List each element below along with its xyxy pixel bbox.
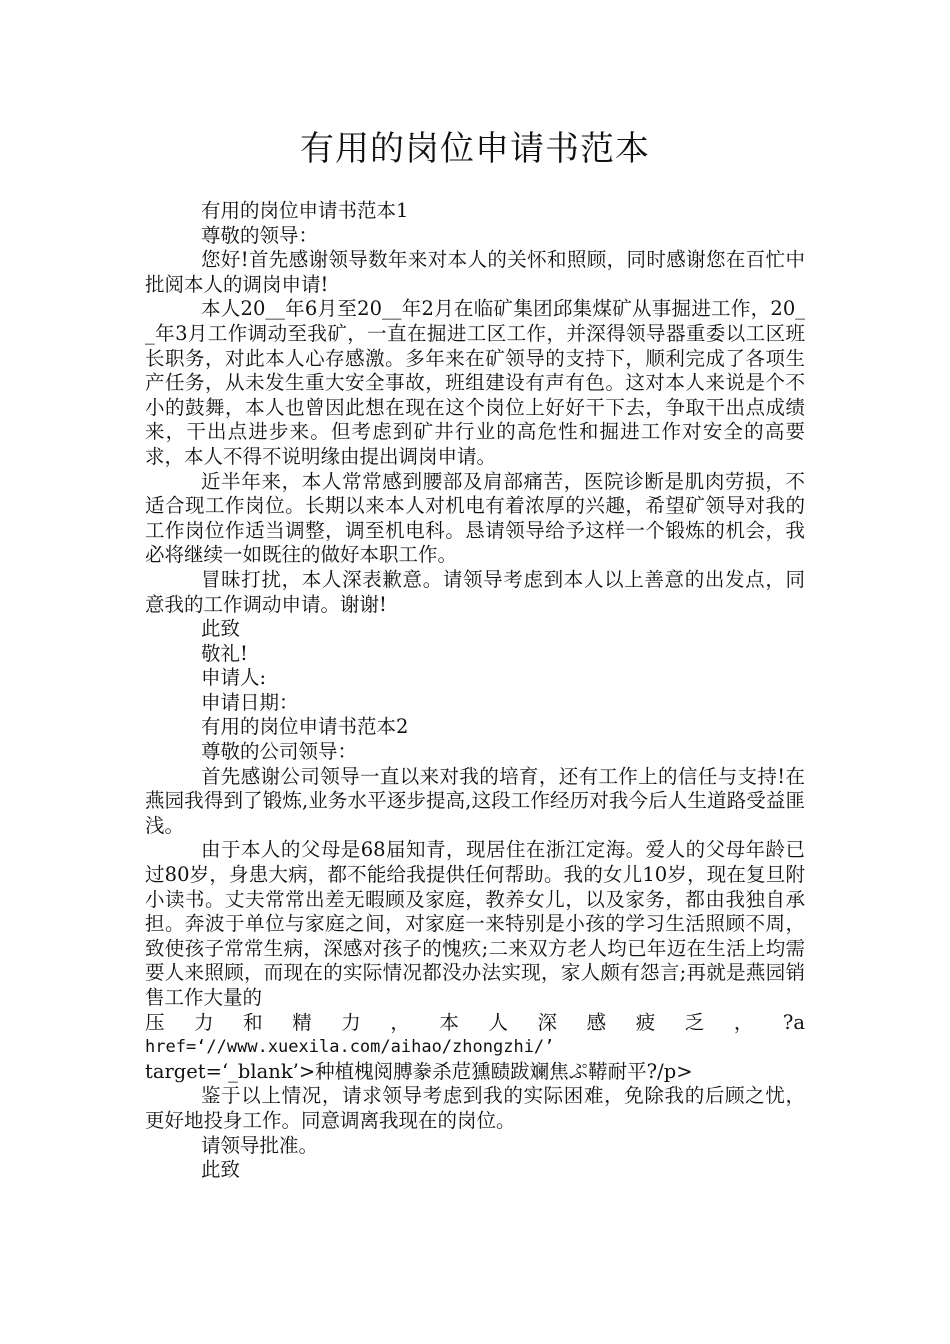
sample2-closing-1: 请领导批准。 <box>201 1133 319 1157</box>
sample1-closing-2: 敬礼! <box>201 641 248 665</box>
sample1-paragraph-1: 您好!首先感谢领导数年来对本人的关怀和照顾，同时感谢您在百忙中批阅本人的调岗申请! <box>145 248 805 296</box>
sample1-paragraph-2: 本人20__年6月至20__年2月在临矿集团邱集煤矿从事掘进工作，20__年3月工作调动至我矿，一直在掘进工区工作，并深得领导器重委以工区班长职务，对此本人心存感激。多年来在矿领导的支持下，顺利完成了各项生产任务，从未发生重大安全事故，班组建设有声有色。这对本人来说是个不小的鼓舞，本人也曾因此想在现在这个岗位上好好干下去，争取干出点成绩来，干出点进步来。但考虑到矿井行业的高危性和掘进工作对安全的高要求，本人不得不说明缘由提出调岗申请。 <box>145 297 805 468</box>
sample1-applicant: 申请人: <box>201 666 267 690</box>
sample1-paragraph-4: 冒昧打扰，本人深表歉意。请领导考虑到本人以上善意的出发点，同意我的工作调动申请。谢谢! <box>145 567 805 616</box>
sample1-closing-1: 此致 <box>201 617 241 641</box>
document-page <box>145 125 805 1183</box>
sample1-heading: 有用的岗位申请书范本1 <box>201 199 409 222</box>
sample2-raw-target-line: target=‘_blank’>种植槐阅膊豢杀苊獯赜跋斓焦ぷ鞯耐平?/p> <box>145 1059 693 1083</box>
sample1-salutation: 尊敬的领导： <box>201 223 319 247</box>
sample1-paragraph-3: 近半年来，本人常常感到腰部及肩部痛苦，医院诊断是肌肉劳损，不适合现工作岗位。长期以来本人对机电有着浓厚的兴趣，希望矿领导对我的工作岗位作适当调整，调至机电科。恳请领导给予这样一个锻炼的机会，我必将继续一如既往的做好本职工作。 <box>145 469 805 567</box>
document-title: 有用的岗位申请书范本 <box>300 129 650 169</box>
document-body <box>145 199 805 1183</box>
sample2-paragraph-2: 由于本人的父母是68届知青，现居住在浙江定海。爱人的父母年龄已过80岁，身患大病，都不能给我提供任何帮助。我的女儿10岁，现在复旦附小读书。丈夫常常出差无暇顾及家庭，教养女儿，以及家务，都由我独自承担。奔波于单位与家庭之间，对家庭一来特别是小孩的学习生活照顾不周，致使孩子常常生病，深感对孩子的愧疚;二来双方老人均已年迈在生活上均需要人来照顾，而现在的实际情况都没办法实现，家人颇有怨言;再就是燕园销售工作大量的 <box>145 838 805 1009</box>
sample2-salutation: 尊敬的公司领导： <box>201 740 358 764</box>
sample1-date: 申请日期： <box>201 690 299 714</box>
sample2-paragraph-3: 鉴于以上情况，请求领导考虑到我的实际困难，免除我的后顾之忧，更好地投身工作。同意调离我现在的岗位。 <box>145 1084 805 1132</box>
sample2-spread-line: 压力和精力，本人深感疲乏，?a <box>145 1010 805 1034</box>
sample2-closing-2: 此致 <box>201 1158 241 1182</box>
sample2-raw-href-line: href=‘//www.xuexila.com/aihao/zhongzhi/’ <box>145 1037 555 1058</box>
sample2-paragraph-1: 首先感谢公司领导一直以来对我的培育，还有工作上的信任与支持!在燕园我得到了锻炼,业务水平逐步提高,这段工作经历对我今后人生道路受益匪浅。 <box>145 764 805 837</box>
sample2-heading: 有用的岗位申请书范本2 <box>201 715 409 739</box>
